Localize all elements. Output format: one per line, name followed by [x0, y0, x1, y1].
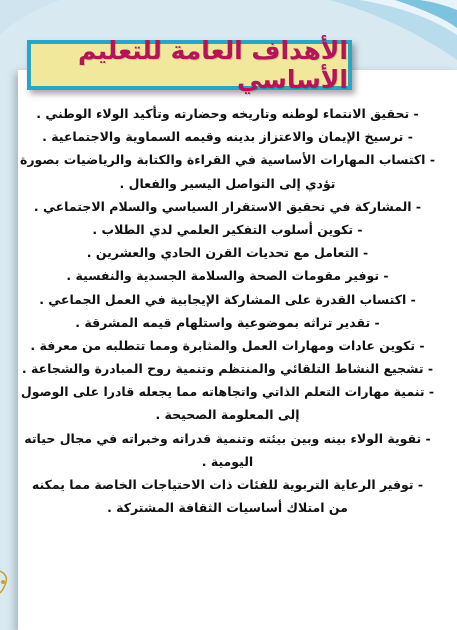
text-line: - تحقيق الانتماء لوطنه وتاريخه وحضارته وتأكيد الولاء الوطني .: [36, 106, 419, 121]
text-line: - تنمية مهارات التعلم الذاتي واتجاهاته مما يجعله قادرا على الوصول: [20, 384, 435, 400]
text-line: - تقدير تراثه بموضوعية واستلهام قيمه المشرقة .: [75, 314, 380, 330]
text-line: - تكوين عادات ومهارات العمل والمثابرة ومما تتطلبه من معرفة .: [30, 337, 425, 353]
text-line: - توفير الرعاية التربوية للفئات ذات الاحتياجات الخاصة مما يمكنه: [31, 477, 424, 492]
text-line: - تشجيع النشاط التلقائي والمنتظم وتنمية روح المبادرة والشجاعة .: [21, 361, 434, 377]
text-line: من امتلاك أساسيات الثقافة المشتركة .: [107, 500, 348, 516]
text-line: - ترسيخ الإيمان والاعتزاز بدينه وقيمه السماوية والاجتماعية .: [42, 129, 413, 145]
text-line: إلى المعلومة الصحيحة .: [155, 407, 300, 423]
text-line: - التعامل مع تحديات القرن الحادي والعشرين .: [86, 245, 369, 261]
objectives-list: [0, 102, 455, 519]
document-title: الأهداف العامة للتعليم الأساسي: [78, 36, 348, 94]
text-line: - اكتساب القدرة على المشاركة الإيجابية في العمل الجماعي .: [39, 291, 416, 307]
title-banner: [27, 36, 352, 94]
corner-ornament-icon: [0, 569, 10, 595]
text-line: - تقوية الولاء بينه وبين بيئته وتنمية قدراته وخبراته في مجال حياته: [24, 430, 431, 446]
text-line: - توفير مقومات الصحة والسلامة الجسدية والنفسية .: [66, 268, 389, 284]
text-line: - اكتساب المهارات الأساسية في القراءة والكتابة والرياضيات بصورة: [19, 152, 436, 168]
text-line: اليومية .: [201, 453, 254, 469]
text-line: - المشاركة في تحقيق الاستقرار السياسي والسلام الاجتماعي .: [33, 198, 422, 214]
text-line: تؤدي إلى التواصل اليسير والفعال .: [119, 175, 336, 191]
text-line: - تكوين أسلوب التفكير العلمي لدي الطلاب .: [92, 221, 363, 237]
